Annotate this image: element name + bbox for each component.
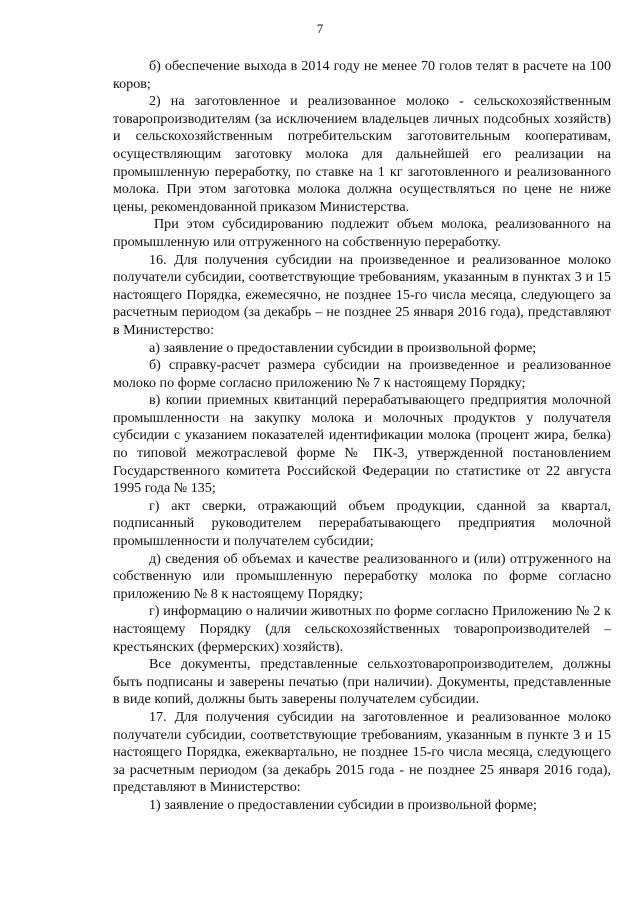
- document-body: [113, 58, 611, 815]
- paragraph-16-g: г) акт сверки, отражающий объем продукции, сданной за квартал, подписанный руководителем перерабатывающего предприятия молочной промышленности и получателем субсидии;: [113, 497, 611, 550]
- paragraph-16: 16. Для получения субсидии на произведенное и реализованное молоко получатели субсидии, соответствующие требованиям, указанным в пунктах 3 и 15 настоящего Порядка, ежемесячно, не позднее 15-го числа месяца, следующего за расчетным периодом (за декабрь – не позднее 25 января 2016 года), представляют в Министерство:: [113, 251, 611, 338]
- paragraph-2-procured-milk: 2) на заготовленное и реализованное молоко - сельскохозяйственным товаропроизводителям (за исключением владельцев личных подсобных хозяйств) и сельскохозяйственным потребительским заготовительным кооперативам, осуществляющим заготовку молока для дальнейшей его реализации на промышленную переработку, по ставке на 1 кг заготовленного и реализованного молока. При этом заготовка молока должна осуществляться по цене не ниже цены, рекомендованной приказом Министерства.: [113, 93, 611, 215]
- paragraph-subsidy-volume: При этом субсидированию подлежит объем молока, реализованного на промышленную или отгруженного на собственную переработку.: [113, 216, 611, 250]
- paragraph-16-d: д) сведения об объемах и качестве реализованного и (или) отгруженного на собственную или промышленную переработку молока по форме согласно приложению № 8 к настоящему Порядку;: [113, 550, 611, 602]
- paragraph-16-b: б) справку-расчет размера субсидии на произведенное и реализованное молоко по форме согласно приложению № 7 к настоящему Порядку;: [113, 357, 611, 391]
- page-number: 7: [316, 21, 324, 36]
- paragraph-documents-certified: Все документы, представленные сельхозтоваропроизводителем, должны быть подписаны и заверены печатью (при наличии). Документы, представленные в виде копий, должны быть заверены получателем субсидии.: [113, 656, 611, 708]
- paragraph-16-v: в) копии приемных квитанций перерабатывающего предприятия молочной промышленности на закупку молока и молочных продуктов у получателя субсидии с указанием показателей идентификации молока (процент жира, белка) по типовой межотраслевой форме № ПК-3, утвержденной постановлением Государственного комитета Российской Федерации по статистике от 22 августа 1995 года № 135;: [113, 392, 611, 497]
- paragraph-17: 17. Для получения субсидии на заготовленное и реализованное молоко получатели субсидии, соответствующие требованиям, указанным в пункте 3 и 15 настоящего Порядка, ежеквартально, не позднее 15-го числа месяца, следующего за расчетным периодом (за декабрь 2015 года - не позднее 25 января 2016 года), представляют в Министерство:: [113, 708, 611, 796]
- paragraph-16-g-livestock: г) информацию о наличии животных по форме согласно Приложению № 2 к настоящему Порядку (для сельскохозяйственных товаропроизводителей – крестьянских (фермерских) хозяйств).: [113, 603, 611, 655]
- paragraph-16-a: а) заявление о предоставлении субсидии в произвольной форме;: [149, 339, 537, 356]
- paragraph-b-calves: б) обеспечение выхода в 2014 году не менее 70 голов телят в расчете на 100 коров;: [113, 58, 611, 92]
- paragraph-17-1: 1) заявление о предоставлении субсидии в произвольной форме;: [149, 796, 537, 813]
